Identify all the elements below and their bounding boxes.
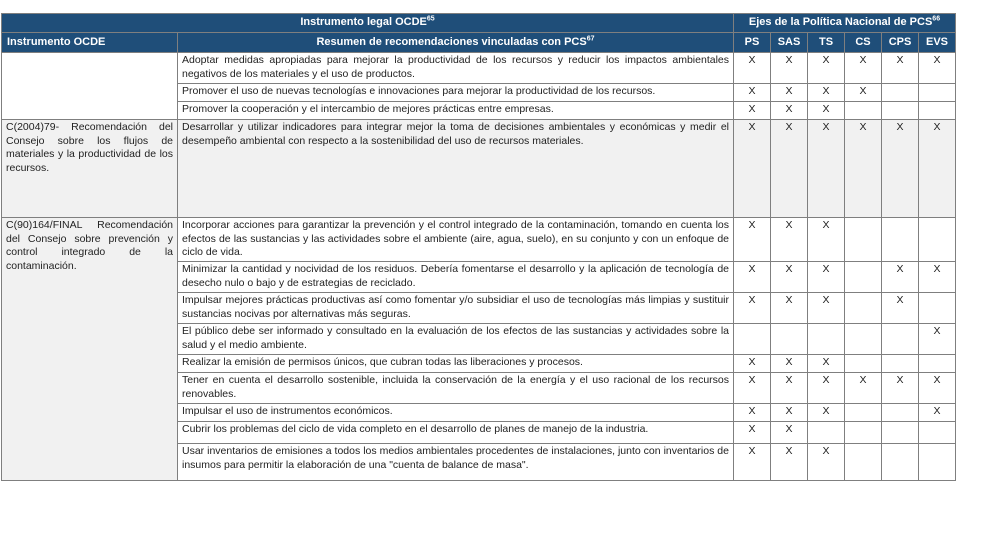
mark-cell: X bbox=[808, 293, 845, 324]
mark-cell: X bbox=[919, 262, 956, 293]
mark-cell: X bbox=[771, 84, 808, 102]
mark-cell: X bbox=[734, 262, 771, 293]
mark-cell: X bbox=[771, 120, 808, 218]
summary-cell: Promover la cooperación y el intercambio de mejores prácticas entre empresas. bbox=[178, 102, 734, 120]
mark-cell: X bbox=[771, 373, 808, 404]
mark-cell: X bbox=[882, 373, 919, 404]
mark-cell: X bbox=[734, 120, 771, 218]
mark-cell: X bbox=[771, 102, 808, 120]
mark-cell bbox=[845, 444, 882, 481]
summary-cell: Tener en cuenta el desarrollo sostenible, incluida la conservación de la energía y el uso racional de los recursos renovables. bbox=[178, 373, 734, 404]
mark-cell: X bbox=[771, 218, 808, 262]
table-header-row-1 bbox=[2, 14, 956, 33]
summary-cell: Adoptar medidas apropiadas para mejorar la productividad de los recursos y reducir los impactos ambientales negativos de los materiales y el uso de productos. bbox=[178, 53, 734, 84]
instrument-cell-c2004-79: C(2004)79- Recomendación del Consejo sobre los flujos de materiales y la productividad de los recursos. bbox=[2, 120, 178, 218]
table-header-row-2 bbox=[2, 33, 956, 53]
mark-cell: X bbox=[734, 422, 771, 444]
mark-cell: X bbox=[882, 262, 919, 293]
mark-cell bbox=[845, 102, 882, 120]
col-header-instrument: Instrumento OCDE bbox=[2, 33, 178, 53]
mark-cell: X bbox=[845, 120, 882, 218]
summary-cell: Impulsar mejores prácticas productivas así como fomentar y/o subsidiar el uso de tecnologías más limpias y sustituir sustancias nocivas por alternativas más seguras. bbox=[178, 293, 734, 324]
mark-cell bbox=[919, 422, 956, 444]
mark-cell bbox=[845, 355, 882, 373]
mark-cell: X bbox=[808, 373, 845, 404]
mark-cell bbox=[845, 262, 882, 293]
summary-cell: El público debe ser informado y consultado en la evaluación de los efectos de las sustancias y actividades sobre la salud y el medio ambiente. bbox=[178, 324, 734, 355]
summary-cell: Cubrir los problemas del ciclo de vida completo en el desarrollo de planes de manejo de la industria. bbox=[178, 422, 734, 444]
mark-cell bbox=[882, 355, 919, 373]
col-header-axis-sas: SAS bbox=[771, 33, 808, 53]
mark-cell bbox=[882, 444, 919, 481]
mark-cell bbox=[845, 422, 882, 444]
mark-cell: X bbox=[771, 355, 808, 373]
mark-cell bbox=[845, 218, 882, 262]
mark-cell: X bbox=[845, 84, 882, 102]
mark-cell: X bbox=[808, 262, 845, 293]
mark-cell bbox=[919, 84, 956, 102]
mark-cell: X bbox=[734, 444, 771, 481]
mark-cell: X bbox=[882, 53, 919, 84]
instrument-cell-empty bbox=[2, 53, 178, 120]
mark-cell: X bbox=[771, 444, 808, 481]
mark-cell: X bbox=[734, 84, 771, 102]
mark-cell: X bbox=[771, 404, 808, 422]
mark-cell: X bbox=[919, 373, 956, 404]
mark-cell bbox=[771, 324, 808, 355]
mark-cell bbox=[845, 293, 882, 324]
mark-cell: X bbox=[808, 444, 845, 481]
table-row bbox=[2, 218, 956, 262]
mark-cell: X bbox=[845, 373, 882, 404]
mark-cell bbox=[919, 102, 956, 120]
summary-cell: Usar inventarios de emisiones a todos los medios ambientales procedentes de instalaciones, junto con inventarios de insumos para permitir la elaboración de una "cuenta de balance de masa". bbox=[178, 444, 734, 481]
mark-cell bbox=[882, 102, 919, 120]
mark-cell: X bbox=[808, 404, 845, 422]
summary-cell: Incorporar acciones para garantizar la prevención y el control integrado de la contaminación, tomando en cuenta los efectos de las sustancias y las actividades sobre el ambiente (aire, agua, suelo), en su conjunto y con un enfoque de ciclo de vida. bbox=[178, 218, 734, 262]
table-row bbox=[2, 53, 956, 84]
header-title-left: Instrumento legal OCDE$^{65}$ bbox=[2, 14, 734, 33]
mark-cell: X bbox=[808, 218, 845, 262]
mark-cell: X bbox=[771, 53, 808, 84]
mark-cell: X bbox=[845, 53, 882, 84]
mark-cell bbox=[845, 404, 882, 422]
summary-cell: Impulsar el uso de instrumentos económicos. bbox=[178, 404, 734, 422]
mark-cell bbox=[882, 218, 919, 262]
col-header-axis-ts: TS bbox=[808, 33, 845, 53]
mark-cell bbox=[734, 324, 771, 355]
mark-cell: X bbox=[919, 324, 956, 355]
header-title-right: Ejes de la Política Nacional de PCS$^{66}$ bbox=[734, 14, 956, 33]
col-header-axis-ps: PS bbox=[734, 33, 771, 53]
summary-cell: Realizar la emisión de permisos únicos, que cubran todas las liberaciones y procesos. bbox=[178, 355, 734, 373]
mark-cell bbox=[808, 324, 845, 355]
mark-cell: X bbox=[734, 373, 771, 404]
summary-cell: Desarrollar y utilizar indicadores para integrar mejor la toma de decisiones ambientales y económicas y medir el desempeño ambiental con respecto a la sostenibilidad del uso de recursos materiales. bbox=[178, 120, 734, 218]
instrument-cell-c90-164: C(90)164/FINAL Recomendación del Consejo sobre prevención y control integrado de la contaminación. bbox=[2, 218, 178, 481]
ocde-instruments-table bbox=[1, 13, 956, 481]
mark-cell: X bbox=[734, 218, 771, 262]
mark-cell: X bbox=[734, 53, 771, 84]
mark-cell: X bbox=[882, 120, 919, 218]
mark-cell: X bbox=[734, 355, 771, 373]
mark-cell bbox=[919, 355, 956, 373]
mark-cell: X bbox=[808, 355, 845, 373]
mark-cell: X bbox=[808, 84, 845, 102]
mark-cell bbox=[919, 444, 956, 481]
col-header-summary: Resumen de recomendaciones vinculadas con PCS$^{67}$ bbox=[178, 33, 734, 53]
mark-cell: X bbox=[919, 404, 956, 422]
mark-cell bbox=[919, 218, 956, 262]
mark-cell: X bbox=[771, 293, 808, 324]
mark-cell: X bbox=[919, 53, 956, 84]
col-header-axis-cps: CPS bbox=[882, 33, 919, 53]
mark-cell: X bbox=[808, 102, 845, 120]
mark-cell bbox=[882, 422, 919, 444]
mark-cell: X bbox=[808, 53, 845, 84]
col-header-axis-cs: CS bbox=[845, 33, 882, 53]
mark-cell bbox=[808, 422, 845, 444]
mark-cell: X bbox=[734, 404, 771, 422]
mark-cell bbox=[882, 84, 919, 102]
mark-cell: X bbox=[734, 102, 771, 120]
summary-cell: Minimizar la cantidad y nocividad de los residuos. Debería fomentarse el desarrollo y la aplicación de tecnología de desecho nulo o bajo y de estrategias de reciclado. bbox=[178, 262, 734, 293]
mark-cell: X bbox=[919, 120, 956, 218]
mark-cell: X bbox=[771, 262, 808, 293]
summary-cell: Promover el uso de nuevas tecnologías e innovaciones para mejorar la productividad de los recursos. bbox=[178, 84, 734, 102]
mark-cell bbox=[845, 324, 882, 355]
mark-cell bbox=[882, 404, 919, 422]
col-header-axis-evs: EVS bbox=[919, 33, 956, 53]
mark-cell: X bbox=[882, 293, 919, 324]
mark-cell: X bbox=[808, 120, 845, 218]
table-row bbox=[2, 120, 956, 218]
mark-cell bbox=[919, 293, 956, 324]
mark-cell: X bbox=[771, 422, 808, 444]
mark-cell: X bbox=[734, 293, 771, 324]
mark-cell bbox=[882, 324, 919, 355]
